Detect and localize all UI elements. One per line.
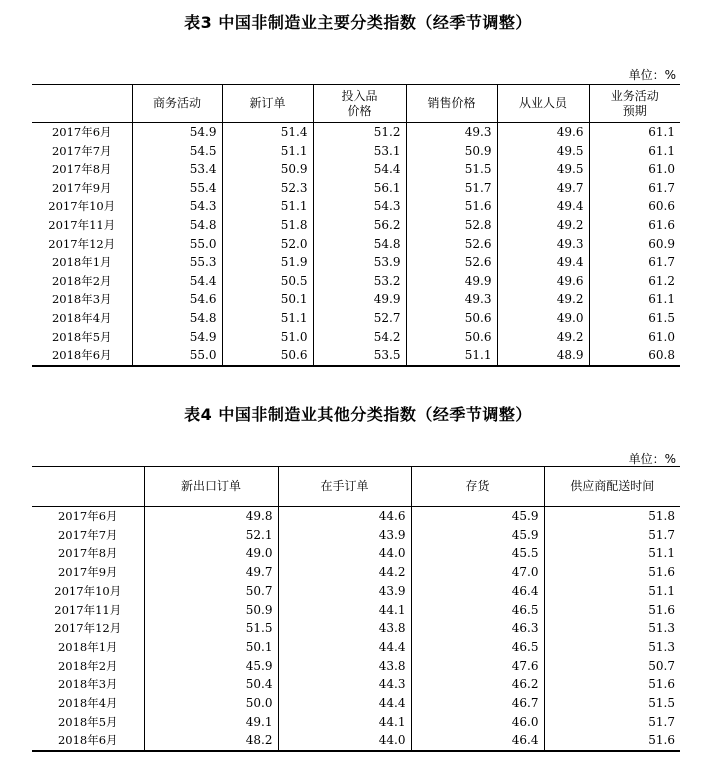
table-cell: 45.9: [144, 657, 278, 676]
table-cell: 54.5: [132, 142, 222, 161]
row-date-label: 2017年8月: [57, 546, 118, 561]
table-cell: 60.6: [589, 197, 680, 216]
table-cell: 54.3: [132, 197, 222, 216]
table-row: [32, 328, 680, 347]
row-date-label: 2017年7月: [57, 527, 118, 542]
table-row: [32, 619, 680, 638]
table-cell: 60.8: [589, 346, 680, 366]
table-cell: 49.5: [497, 160, 589, 179]
table-cell: 47.0: [411, 563, 544, 582]
table4-column-header: 新出口订单: [144, 467, 278, 507]
table-cell: 49.0: [144, 544, 278, 563]
table-row: [32, 526, 680, 545]
table-cell: 49.5: [497, 142, 589, 161]
table-cell: 43.8: [278, 657, 411, 676]
table3-unit-label: 单位：%: [628, 68, 676, 82]
table-row: [32, 675, 680, 694]
table-cell: 51.3: [544, 619, 680, 638]
table-cell: 51.1: [544, 582, 680, 601]
table-cell: 51.5: [406, 160, 497, 179]
table-cell: 43.9: [278, 582, 411, 601]
table-row: [32, 160, 680, 179]
row-date-label: 2017年6月: [51, 125, 112, 139]
table-cell: 50.0: [144, 694, 278, 713]
table-cell: 51.1: [222, 142, 313, 161]
table-cell: 61.1: [589, 290, 680, 309]
table-cell: 44.0: [278, 731, 411, 751]
table-cell: 54.2: [313, 328, 406, 347]
table-cell: 50.7: [544, 657, 680, 676]
table-cell: 48.2: [144, 731, 278, 751]
table-row: [32, 142, 680, 161]
table-cell: 61.2: [589, 272, 680, 291]
row-date-label: 2017年12月: [48, 236, 116, 251]
table3-column-header: 新订单: [222, 85, 313, 123]
table-cell: 51.8: [222, 216, 313, 235]
table-row: [32, 197, 680, 216]
table-cell: 51.7: [544, 526, 680, 545]
table3-column-header: 业务活动 预期: [589, 85, 680, 123]
table-cell: 54.6: [132, 290, 222, 309]
row-date-label: 2018年2月: [57, 658, 118, 673]
table-row: [32, 346, 680, 366]
table-cell: 49.1: [144, 713, 278, 732]
table3-column-header: 商务活动: [132, 85, 222, 123]
table-cell: 51.3: [544, 638, 680, 657]
table-row: [32, 638, 680, 657]
table-cell: 51.9: [222, 253, 313, 272]
table-cell: 51.5: [544, 694, 680, 713]
table-cell: 45.9: [411, 526, 544, 545]
table-cell: 54.9: [132, 123, 222, 142]
table-cell: 54.8: [132, 216, 222, 235]
table-cell: 46.7: [411, 694, 544, 713]
table-cell: 56.1: [313, 179, 406, 198]
table-cell: 49.0: [497, 309, 589, 328]
table-cell: 51.5: [144, 619, 278, 638]
table-cell: 50.1: [144, 638, 278, 657]
table-cell: 50.9: [222, 160, 313, 179]
table-cell: 52.6: [406, 253, 497, 272]
row-date-label: 2018年5月: [51, 329, 112, 344]
table-cell: 50.4: [144, 675, 278, 694]
table-cell: 49.2: [497, 216, 589, 235]
row-date-label: 2018年4月: [57, 696, 118, 711]
table4-column-header: 在手订单: [278, 467, 411, 507]
table-cell: 54.3: [313, 197, 406, 216]
table-row: [32, 309, 680, 328]
table-row: [32, 731, 680, 751]
table-cell: 60.9: [589, 235, 680, 254]
table-cell: 54.4: [132, 272, 222, 291]
table-cell: 46.4: [411, 582, 544, 601]
row-date-label: 2017年9月: [57, 565, 118, 580]
table-cell: 51.2: [313, 123, 406, 142]
table-cell: 48.9: [497, 346, 589, 366]
table-cell: 61.1: [589, 123, 680, 142]
table4-unit-label: 单位：%: [628, 452, 676, 466]
table-cell: 53.1: [313, 142, 406, 161]
table-cell: 51.6: [544, 731, 680, 751]
table-cell: 50.6: [406, 309, 497, 328]
table3-body: [32, 123, 680, 366]
table4-column-header: 存货: [411, 467, 544, 507]
table-row: [32, 713, 680, 732]
table-cell: 55.4: [132, 179, 222, 198]
table-cell: 44.1: [278, 713, 411, 732]
table-cell: 49.2: [497, 328, 589, 347]
table-cell: 55.3: [132, 253, 222, 272]
table-row: [32, 235, 680, 254]
table-cell: 47.6: [411, 657, 544, 676]
table-cell: 55.0: [132, 235, 222, 254]
table-cell: 43.9: [278, 526, 411, 545]
table-cell: 61.6: [589, 216, 680, 235]
table-cell: 53.2: [313, 272, 406, 291]
row-date-label: 2017年11月: [54, 602, 122, 617]
table-row: [32, 657, 680, 676]
table-row: [32, 507, 680, 526]
table-cell: 46.5: [411, 601, 544, 620]
table-cell: 49.6: [497, 123, 589, 142]
table-cell: 61.7: [589, 179, 680, 198]
table-cell: 56.2: [313, 216, 406, 235]
table-cell: 49.7: [144, 563, 278, 582]
table-cell: 45.5: [411, 544, 544, 563]
table-cell: 51.1: [222, 309, 313, 328]
table-cell: 49.6: [497, 272, 589, 291]
table-cell: 50.6: [222, 346, 313, 366]
table-cell: 54.4: [313, 160, 406, 179]
table-cell: 51.1: [544, 544, 680, 563]
table-row: [32, 544, 680, 563]
table-cell: 61.0: [589, 328, 680, 347]
table-row: [32, 253, 680, 272]
table-cell: 44.3: [278, 675, 411, 694]
table-cell: 51.1: [406, 346, 497, 366]
table-cell: 50.1: [222, 290, 313, 309]
table3: [32, 84, 680, 367]
table4-header-row: [32, 467, 680, 507]
table-cell: 52.6: [406, 235, 497, 254]
table-cell: 50.6: [406, 328, 497, 347]
table-cell: 55.0: [132, 346, 222, 366]
table3-column-header: 投入品 价格: [313, 85, 406, 123]
table-cell: 54.9: [132, 328, 222, 347]
row-date-label: 2017年11月: [48, 217, 116, 232]
table-cell: 52.3: [222, 179, 313, 198]
table-row: [32, 290, 680, 309]
row-date-label: 2017年6月: [57, 509, 118, 523]
table-cell: 49.3: [497, 235, 589, 254]
table-cell: 49.2: [497, 290, 589, 309]
table3-column-header: 销售价格: [406, 85, 497, 123]
table3-header-corner: [32, 85, 132, 123]
table-cell: 51.6: [544, 675, 680, 694]
table-cell: 44.0: [278, 544, 411, 563]
table-cell: 49.4: [497, 197, 589, 216]
table3-column-header: 从业人员: [497, 85, 589, 123]
table-cell: 49.4: [497, 253, 589, 272]
row-date-label: 2018年5月: [57, 714, 118, 729]
table-cell: 46.0: [411, 713, 544, 732]
table-cell: 46.2: [411, 675, 544, 694]
row-date-label: 2017年12月: [54, 621, 122, 636]
table-cell: 45.9: [411, 507, 544, 526]
table3-header-row: [32, 85, 680, 123]
table-cell: 61.1: [589, 142, 680, 161]
table4-header-corner: [32, 467, 144, 507]
table-cell: 53.4: [132, 160, 222, 179]
table-cell: 51.6: [544, 601, 680, 620]
row-date-label: 2017年10月: [54, 583, 122, 598]
table-cell: 61.5: [589, 309, 680, 328]
table-row: [32, 179, 680, 198]
table-cell: 44.6: [278, 507, 411, 526]
table-row: [32, 216, 680, 235]
table-cell: 50.9: [144, 601, 278, 620]
row-date-label: 2017年9月: [51, 180, 112, 195]
table-cell: 49.9: [313, 290, 406, 309]
row-date-label: 2017年8月: [51, 162, 112, 177]
table3-title: 表3 中国非制造业主要分类指数（经季节调整）: [184, 13, 532, 32]
table-cell: 44.4: [278, 638, 411, 657]
table-cell: 44.1: [278, 601, 411, 620]
table-cell: 49.9: [406, 272, 497, 291]
table-cell: 52.8: [406, 216, 497, 235]
table-row: [32, 123, 680, 142]
table-cell: 49.3: [406, 290, 497, 309]
table4: [32, 466, 680, 752]
table-cell: 52.1: [144, 526, 278, 545]
table4-title: 表4 中国非制造业其他分类指数（经季节调整）: [184, 405, 532, 424]
table-cell: 44.4: [278, 694, 411, 713]
table-row: [32, 563, 680, 582]
table-cell: 44.2: [278, 563, 411, 582]
table-cell: 51.4: [222, 123, 313, 142]
table-cell: 49.3: [406, 123, 497, 142]
table-cell: 50.5: [222, 272, 313, 291]
table-cell: 51.1: [222, 197, 313, 216]
table-cell: 46.3: [411, 619, 544, 638]
table4-body: [32, 507, 680, 752]
row-date-label: 2018年4月: [51, 310, 112, 325]
table-cell: 50.7: [144, 582, 278, 601]
table-cell: 54.8: [132, 309, 222, 328]
row-date-label: 2018年3月: [57, 677, 118, 692]
table-row: [32, 582, 680, 601]
table-row: [32, 272, 680, 291]
row-date-label: 2017年10月: [48, 199, 116, 214]
row-date-label: 2018年6月: [57, 733, 118, 748]
table-cell: 52.0: [222, 235, 313, 254]
table-cell: 51.6: [406, 197, 497, 216]
table-cell: 50.9: [406, 142, 497, 161]
table-cell: 49.7: [497, 179, 589, 198]
table-cell: 61.0: [589, 160, 680, 179]
table-cell: 51.0: [222, 328, 313, 347]
row-date-label: 2017年7月: [51, 143, 112, 158]
row-date-label: 2018年2月: [51, 273, 112, 288]
row-date-label: 2018年1月: [57, 639, 118, 654]
table-cell: 46.4: [411, 731, 544, 751]
row-date-label: 2018年3月: [51, 292, 112, 307]
row-date-label: 2018年6月: [51, 348, 112, 363]
table-cell: 51.7: [406, 179, 497, 198]
table4-column-header: 供应商配送时间: [544, 467, 680, 507]
table-cell: 61.7: [589, 253, 680, 272]
table-cell: 53.5: [313, 346, 406, 366]
table-row: [32, 694, 680, 713]
table-row: [32, 601, 680, 620]
table-cell: 54.8: [313, 235, 406, 254]
table-cell: 49.8: [144, 507, 278, 526]
table-cell: 51.8: [544, 507, 680, 526]
table-cell: 52.7: [313, 309, 406, 328]
row-date-label: 2018年1月: [51, 255, 112, 270]
table-cell: 53.9: [313, 253, 406, 272]
table-cell: 51.6: [544, 563, 680, 582]
table-cell: 51.7: [544, 713, 680, 732]
table-cell: 43.8: [278, 619, 411, 638]
table-cell: 46.5: [411, 638, 544, 657]
